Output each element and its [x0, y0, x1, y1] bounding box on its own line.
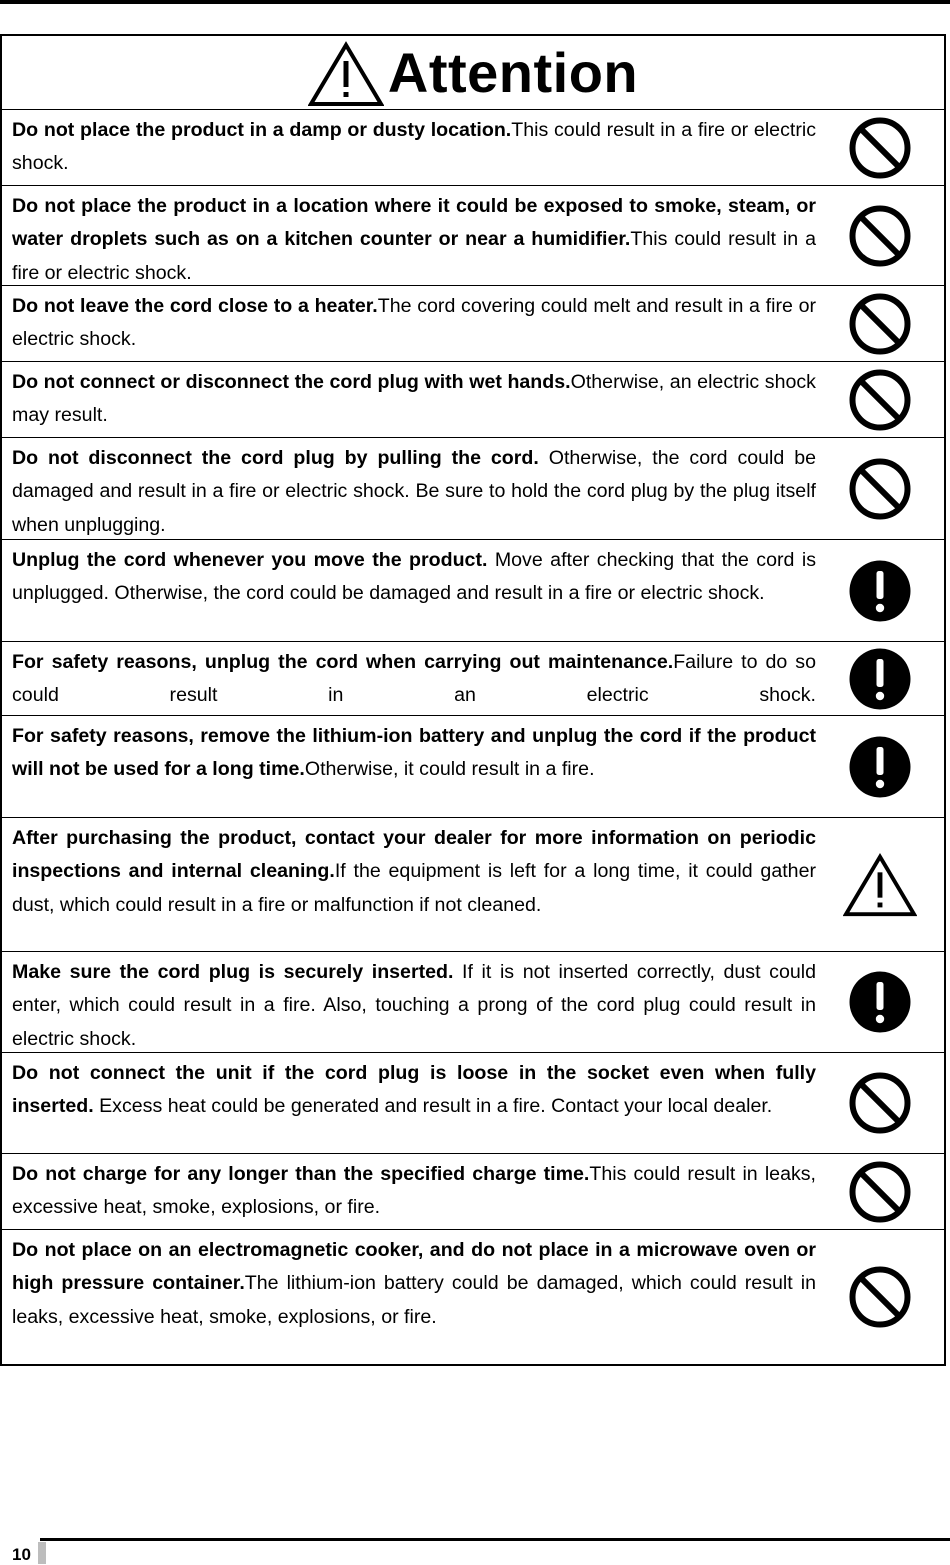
safety-row [2, 1053, 944, 1154]
safety-row [2, 362, 944, 438]
row-heading: For safety reasons, remove the lithium-ion battery and unplug the cord if the product will not be used for a long time. [12, 725, 816, 781]
row-body: Otherwise, it could result in a fire. [304, 758, 595, 781]
safety-row [2, 642, 944, 716]
row-text [2, 642, 816, 715]
row-body: The cord covering could melt and result in a fire or electric shock. [12, 295, 816, 351]
row-body: Otherwise, an electric shock may result. [12, 371, 816, 427]
safety-row [2, 952, 944, 1053]
row-heading: Do not place the product in a location where it could be exposed to smoke, steam, or water droplets such as on a kitchen counter or near a humidifier. [12, 195, 816, 251]
row-icon-cell [816, 1154, 944, 1229]
row-icon-cell [816, 186, 944, 285]
page-tab-marker [38, 1542, 46, 1564]
warning-triangle-icon [843, 852, 917, 918]
row-text [2, 110, 816, 185]
attention-header [2, 36, 944, 110]
safety-row [2, 1154, 944, 1230]
row-heading: Make sure the cord plug is securely inserted. [12, 961, 454, 983]
mandatory-action-icon [848, 559, 912, 623]
safety-row [2, 540, 944, 642]
row-heading: For safety reasons, unplug the cord when carrying out maintenance. [12, 651, 674, 673]
row-icon-cell [816, 952, 944, 1052]
row-text [2, 818, 816, 951]
row-body: This could result in a fire or electric shock. [12, 228, 816, 284]
row-body: If it is not inserted correctly, dust could enter, which could result in a fire. Also, touching a prong of the cord plug could result in electric shock. [12, 961, 816, 1050]
row-icon-cell [816, 110, 944, 185]
row-text [2, 716, 816, 817]
safety-row [2, 818, 944, 952]
row-icon-cell [816, 286, 944, 361]
row-body: This could result in leaks, excessive heat, smoke, explosions, or fire. [12, 1163, 817, 1219]
page-number: 10 [12, 1545, 31, 1564]
prohibition-icon [848, 292, 912, 356]
row-text [2, 1053, 816, 1153]
row-text [2, 540, 816, 641]
row-icon-cell [816, 1053, 944, 1153]
row-text [2, 1154, 816, 1229]
row-icon-cell [816, 716, 944, 817]
row-heading: Do not place on an electromagnetic cooker, and do not place in a microwave oven or high pressure container. [12, 1239, 816, 1295]
row-body: Move after checking that the cord is unplugged. Otherwise, the cord could be damaged and result in a fire or electric shock. [12, 549, 816, 605]
row-body: Excess heat could be generated and result in a fire. Contact your local dealer. [93, 1095, 773, 1118]
row-heading: After purchasing the product, contact your dealer for more information on periodic inspections and internal cleaning. [12, 827, 816, 883]
row-icon-cell [816, 642, 944, 715]
row-text [2, 952, 816, 1052]
prohibition-icon [848, 204, 912, 268]
top-rule [0, 0, 950, 4]
warning-triangle-icon [308, 41, 384, 107]
prohibition-icon [848, 457, 912, 521]
row-text [2, 438, 816, 539]
prohibition-icon [848, 1160, 912, 1224]
mandatory-action-icon [848, 970, 912, 1034]
row-text [2, 1230, 816, 1364]
safety-row [2, 286, 944, 362]
row-icon-cell [816, 362, 944, 437]
row-body: This could result in a fire or electric shock. [12, 119, 816, 175]
row-heading: Do not disconnect the cord plug by pulling the cord. [12, 447, 539, 469]
row-icon-cell [816, 1230, 944, 1364]
row-body: Otherwise, the cord could be damaged and result in a fire or electric shock. Be sure to hold the cord plug by the plug itself when unplugging. [12, 447, 816, 536]
row-body: If the equipment is left for a long time, it could gather dust, which could result in a fire or malfunction if not cleaned. [12, 860, 816, 916]
prohibition-icon [848, 1071, 912, 1135]
footer-rule [40, 1538, 950, 1541]
attention-title: Attention [387, 41, 639, 104]
row-text [2, 286, 816, 361]
safety-row [2, 438, 944, 540]
row-heading: Do not charge for any longer than the specified charge time. [12, 1163, 590, 1185]
row-body: The lithium-ion battery could be damaged, which could result in leaks, excessive heat, smoke, explosions, or fire. [12, 1272, 816, 1328]
safety-row [2, 1230, 944, 1364]
row-text [2, 362, 816, 437]
row-icon-cell [816, 818, 944, 951]
row-heading: Unplug the cord whenever you move the product. [12, 549, 488, 571]
prohibition-icon [848, 1265, 912, 1329]
prohibition-icon [848, 116, 912, 180]
safety-row [2, 186, 944, 286]
row-body: Failure to do so could result in an electric shock. [12, 651, 817, 707]
safety-row [2, 110, 944, 186]
row-text [2, 186, 816, 285]
mandatory-action-icon [848, 647, 912, 711]
row-heading: Do not connect or disconnect the cord plug with wet hands. [12, 371, 571, 393]
row-icon-cell [816, 540, 944, 641]
row-heading: Do not leave the cord close to a heater. [12, 295, 378, 317]
attention-table [0, 34, 946, 1366]
row-icon-cell [816, 438, 944, 539]
prohibition-icon [848, 368, 912, 432]
mandatory-action-icon [848, 735, 912, 799]
row-heading: Do not connect the unit if the cord plug is loose in the socket even when fully inserted. [12, 1062, 816, 1118]
safety-row [2, 716, 944, 818]
row-heading: Do not place the product in a damp or dusty location. [12, 119, 512, 141]
